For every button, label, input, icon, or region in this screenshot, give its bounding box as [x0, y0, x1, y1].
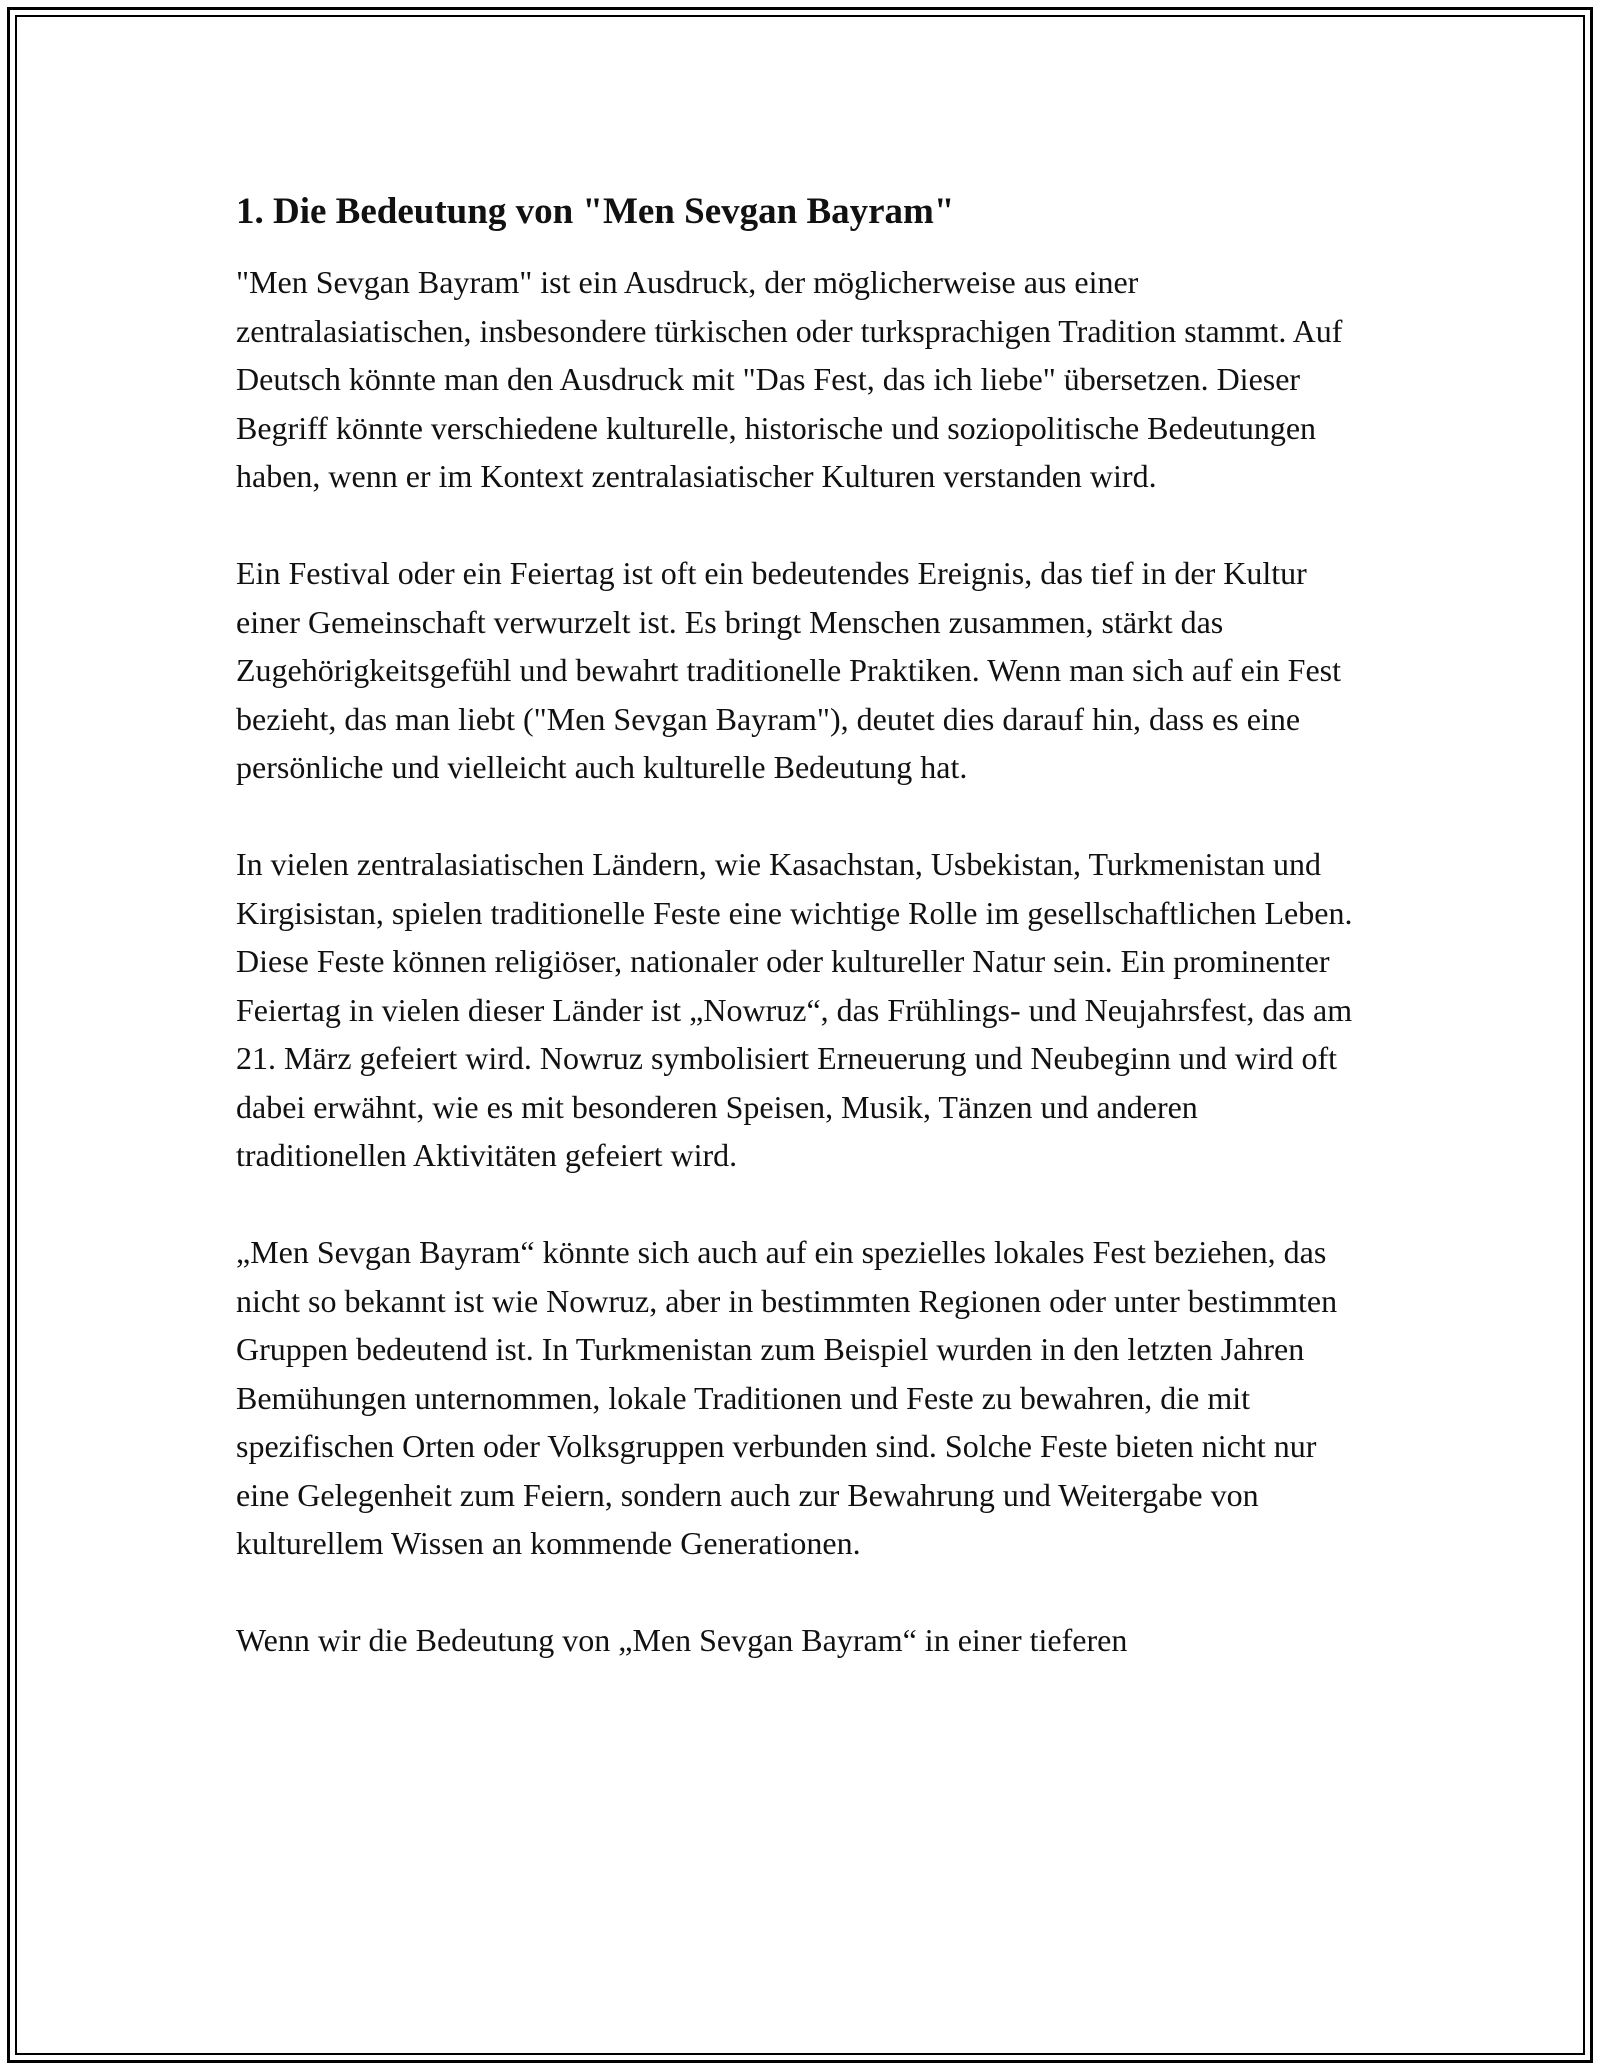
paragraph-5: Wenn wir die Bedeutung von „Men Sevgan Bayram“ in einer tieferen	[236, 1622, 1128, 1658]
paragraph-2: Ein Festival oder ein Feiertag ist oft ein bedeutendes Ereignis, das tief in der Kultur einer Gemeinschaft verwurzelt ist. Es bringt Menschen zusammen, stärkt das Zugehörigkeitsgefühl und bewahrt traditionelle Praktiken. Wenn man sich auf ein Fest bezieht, das man liebt ("Men Sevgan Bayram"), deutet dies darauf hin, dass es eine persönliche und vielleicht auch kulturelle Bedeutung hat.	[236, 555, 1341, 785]
document-body	[236, 184, 1376, 1713]
paragraph-1: "Men Sevgan Bayram" ist ein Ausdruck, der möglicherweise aus einer zentralasiatischen, insbesondere türkischen oder turksprachigen Tradition stammt. Auf Deutsch könnte man den Ausdruck mit "Das Fest, das ich liebe" übersetzen. Dieser Begriff könnte verschiedene kulturelle, historische und soziopolitische Bedeutungen haben, wenn er im Kontext zentralasiatischer Kulturen verstanden wird.	[236, 264, 1343, 494]
paragraph-4: „Men Sevgan Bayram“ könnte sich auch auf ein spezielles lokales Fest beziehen, das nicht so bekannt ist wie Nowruz, aber in bestimmten Regionen oder unter bestimmten Gruppen bedeutend ist. In Turkmenistan zum Beispiel wurden in den letzten Jahren Bemühungen unternommen, lokale Traditionen und Feste zu bewahren, die mit spezifischen Orten oder Volksgruppen verbunden sind. Solche Feste bieten nicht nur eine Gelegenheit zum Feiern, sondern auch zur Bewahrung und Weitergabe von kulturellem Wissen an kommende Generationen.	[236, 1234, 1338, 1561]
paragraph-3: In vielen zentralasiatischen Ländern, wie Kasachstan, Usbekistan, Turkmenistan und Kirgisistan, spielen traditionelle Feste eine wichtige Rolle im gesellschaftlichen Leben. Diese Feste können religiöser, nationaler oder kultureller Natur sein. Ein prominenter Feiertag in vielen dieser Länder ist „Nowruz“, das Frühlings- und Neujahrsfest, das am 21. März gefeiert wird. Nowruz symbolisiert Erneuerung und Neubeginn und wird oft dabei erwähnt, wie es mit besonderen Speisen, Musik, Tänzen und anderen traditionellen Aktivitäten gefeiert wird.	[236, 846, 1353, 1173]
page-title: 1. Die Bedeutung von "Men Sevgan Bayram"	[236, 191, 955, 232]
